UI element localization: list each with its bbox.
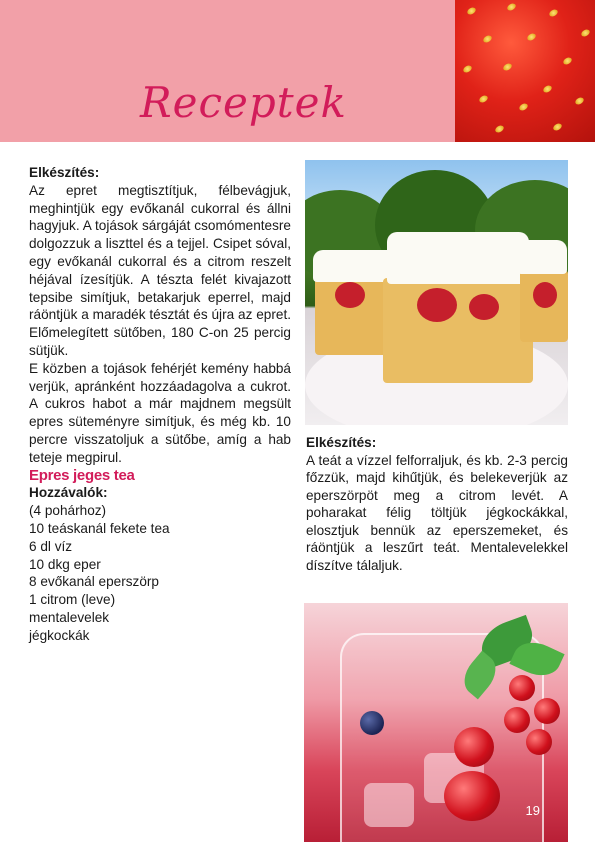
header-band — [0, 0, 455, 142]
strawberry-cake-photo — [305, 160, 568, 425]
ingredients-heading: Hozzávalók: — [29, 485, 108, 501]
ingredient-item: 8 evőkanál eperszörp — [29, 574, 159, 590]
ingredients-list — [29, 502, 291, 644]
ingredient-item: 6 dl víz — [29, 538, 73, 554]
ingredient-item: mentalevelek — [29, 609, 110, 625]
left-column — [29, 164, 291, 645]
ingredient-item: 10 dkg eper — [29, 556, 101, 572]
strawberry-texture-image — [455, 0, 595, 142]
prep-paragraph: E közben a tojások fehérjét kemény habbá verjük, apránként hozzáadagolva a cukrot. A cukros habot a már majdnem megsült epres süteményre simítjuk, és még kb. 10 percre visszatoljuk a sütőbe, amíg a hab teteje megpirul. — [29, 360, 291, 465]
right-column — [306, 434, 568, 574]
prep-paragraph: A teát a vízzel felforraljuk, és kb. 2-3 percig főzzük, majd kihűtjük, és belekeverjük az eperszörpöt meg a citrom levét. A poharakat félig töltjük jégkockákkal, elosztjuk bennük az eperszemeket, és ráöntjük a leszűrt teát. Mentalevelekkel díszítve tálaljuk. — [306, 452, 568, 573]
recipe-title: Epres jeges tea — [29, 466, 135, 484]
prep-heading: Elkészítés: — [306, 435, 377, 450]
page-title: Receptek — [140, 78, 347, 127]
prep-paragraph: Az epret megtisztítjuk, félbevágjuk, meghintjük egy evőkanál cukorral és állni hagyjuk. A tojások sárgáját csomómentesre dolgozzuk a liszttel és a tejjel. Csipet sóval, egy evőkanál cukorral és a citrom reszelt héjával ízesítjük. A tészta felét kivajazott tepsibe simítjuk, betakarjuk eperrel, majd ráöntjük a maradék tésztát és újra az epret. Előmelegített sütőben, 180 C-on 25 percig sütjük. — [29, 182, 291, 358]
prep-heading: Elkészítés: — [29, 165, 100, 180]
ingredient-item: jégkockák — [29, 627, 90, 643]
page-number: 19 — [525, 803, 540, 818]
ingredient-item: 1 citrom (leve) — [29, 592, 116, 608]
iced-tea-photo — [304, 603, 568, 842]
ingredient-item: (4 pohárhoz) — [29, 503, 107, 519]
ingredient-item: 10 teáskanál fekete tea — [29, 520, 170, 536]
